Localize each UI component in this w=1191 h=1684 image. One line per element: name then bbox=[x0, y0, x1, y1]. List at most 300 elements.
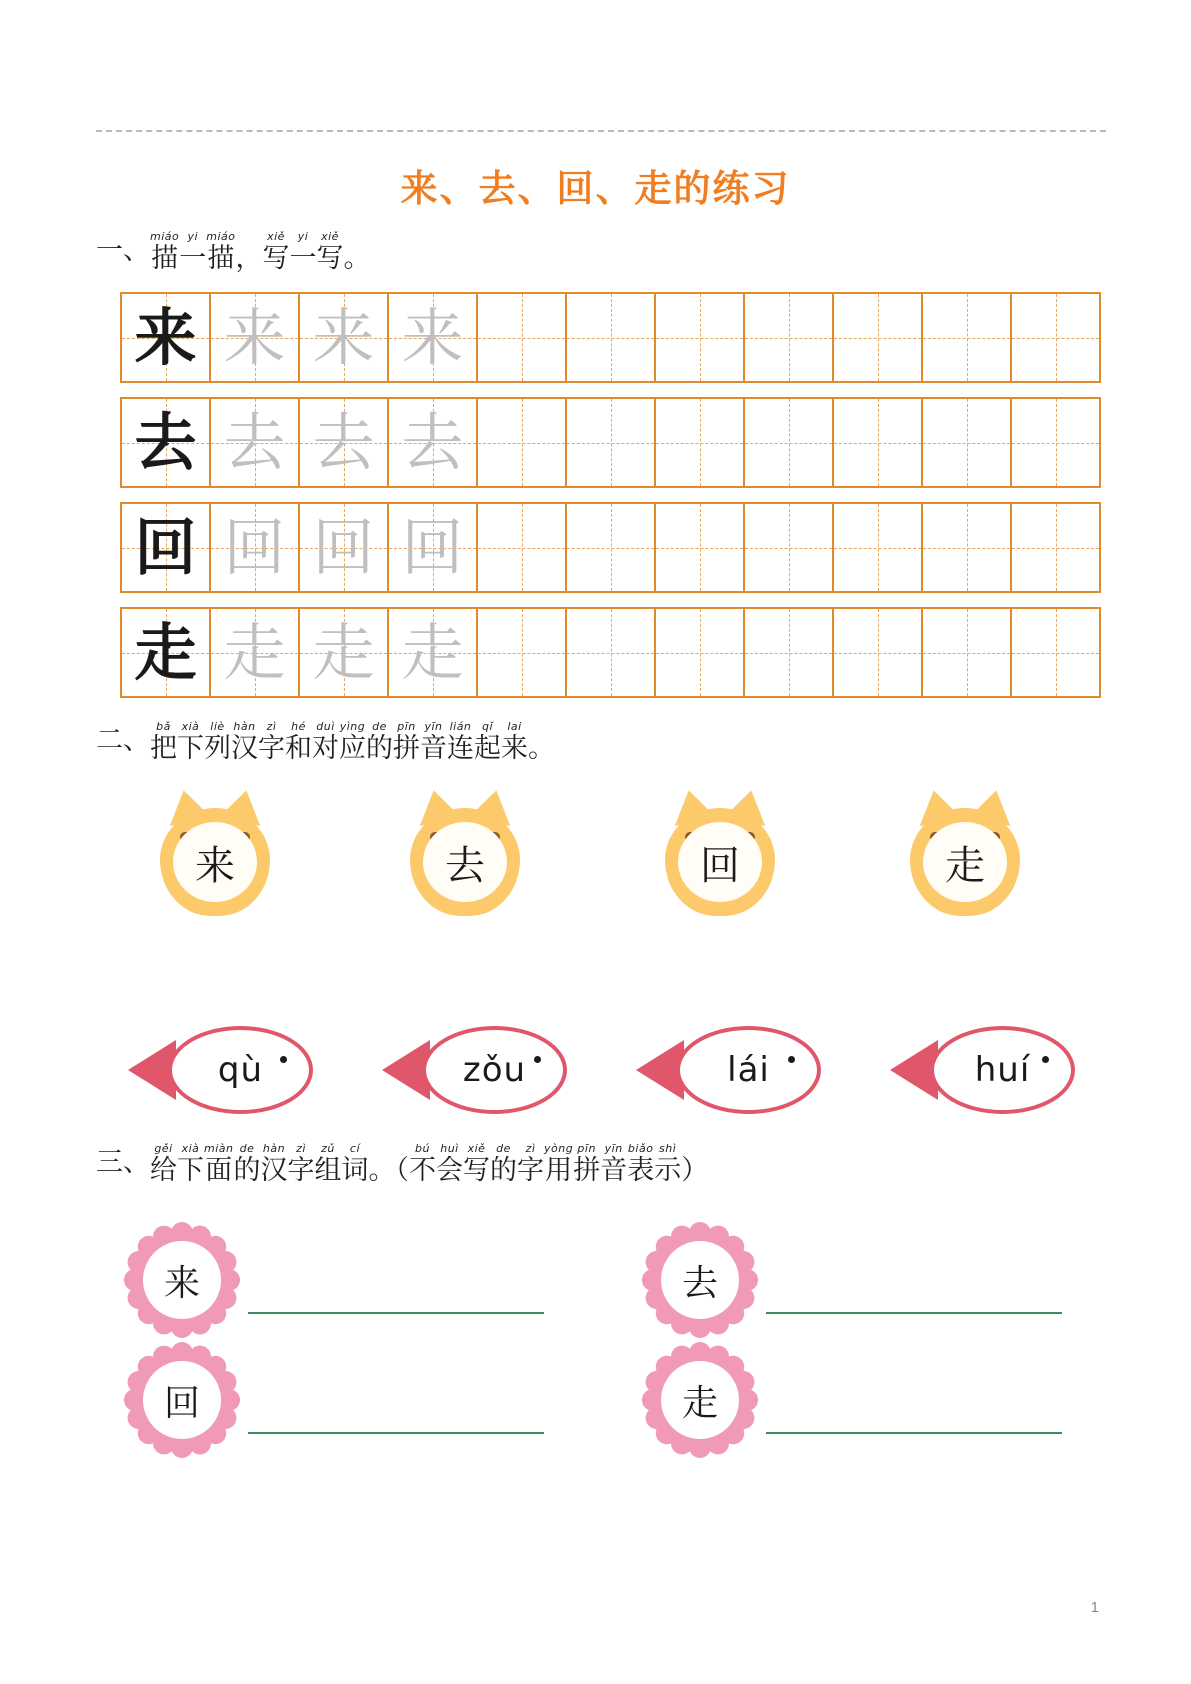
guide-line-horizontal bbox=[478, 338, 565, 339]
cat-face bbox=[923, 822, 1007, 902]
tracing-cell[interactable] bbox=[209, 607, 300, 698]
trace-character: 回 bbox=[223, 510, 286, 584]
card-character: 走 bbox=[945, 842, 985, 889]
guide-line-horizontal bbox=[745, 338, 832, 339]
tracing-cell[interactable] bbox=[565, 397, 656, 488]
section-1-number: 一、 bbox=[96, 235, 150, 266]
trace-character: 来 bbox=[401, 300, 464, 374]
hanzi: 给 bbox=[150, 1155, 177, 1186]
card-character: 来 bbox=[195, 842, 235, 889]
trace-character: 去 bbox=[401, 405, 464, 479]
ruby-xiě bbox=[463, 1143, 490, 1186]
tracing-cell[interactable] bbox=[832, 292, 923, 383]
pinyin: yi bbox=[297, 230, 309, 243]
tracing-cell[interactable] bbox=[743, 292, 834, 383]
guide-line-vertical bbox=[878, 399, 879, 486]
answer-write-line[interactable] bbox=[248, 1312, 544, 1314]
hanzi: 的 bbox=[366, 733, 393, 764]
guide-line-horizontal bbox=[923, 443, 1010, 444]
hanzi: 来 bbox=[501, 733, 528, 764]
cat-face bbox=[173, 822, 257, 902]
hanzi: 应 bbox=[339, 733, 366, 764]
pinyin-card-fish[interactable] bbox=[382, 1022, 567, 1118]
tracing-row bbox=[120, 502, 1101, 593]
guide-line-vertical bbox=[967, 294, 968, 381]
tracing-cell[interactable] bbox=[387, 607, 478, 698]
punctuation: 。 bbox=[528, 733, 555, 764]
hanzi: 下 bbox=[177, 1155, 204, 1186]
hanzi: 的 bbox=[233, 1155, 261, 1186]
guide-line-vertical bbox=[522, 294, 523, 381]
hanzi: 描 bbox=[207, 243, 235, 274]
pinyin: miáo bbox=[150, 230, 180, 243]
guide-line-horizontal bbox=[1012, 443, 1099, 444]
hanzi: 汉 bbox=[231, 733, 258, 764]
tracing-cell[interactable] bbox=[654, 502, 745, 593]
guide-line-horizontal bbox=[834, 653, 921, 654]
ruby-zì bbox=[517, 1143, 544, 1186]
pinyin: zì bbox=[296, 1142, 306, 1155]
guide-line-vertical bbox=[700, 294, 701, 381]
tracing-cell[interactable] bbox=[921, 502, 1012, 593]
pinyin: yīn bbox=[604, 1142, 623, 1155]
guide-line-vertical bbox=[611, 399, 612, 486]
hanzi: 拼 bbox=[393, 733, 420, 764]
guide-line-horizontal bbox=[923, 548, 1010, 549]
ruby-hé bbox=[285, 721, 312, 764]
guide-line-horizontal bbox=[745, 443, 832, 444]
ruby-yìng bbox=[339, 721, 366, 764]
pinyin: bú bbox=[415, 1142, 430, 1155]
pinyin: miáo bbox=[206, 230, 236, 243]
ruby-xie-2 bbox=[317, 231, 344, 274]
guide-line-horizontal bbox=[656, 338, 743, 339]
ruby-zì bbox=[258, 721, 285, 764]
ruby-gěi bbox=[150, 1143, 177, 1186]
ruby-miao-1 bbox=[150, 231, 179, 274]
fish-body bbox=[676, 1026, 821, 1114]
ruby-qǐ bbox=[474, 721, 501, 764]
tracing-cell[interactable] bbox=[120, 502, 211, 593]
matching-pinyin-row bbox=[120, 1022, 1090, 1132]
guide-line-horizontal bbox=[478, 653, 565, 654]
trace-character: 走 bbox=[223, 615, 286, 689]
hanzi: 对 bbox=[312, 733, 339, 764]
fish-eye-icon bbox=[280, 1056, 287, 1063]
tracing-cell[interactable] bbox=[832, 502, 923, 593]
card-pinyin: qù bbox=[217, 1050, 264, 1090]
guide-line-vertical bbox=[700, 609, 701, 696]
hanzi: 的 bbox=[489, 1155, 517, 1186]
hanzi: 和 bbox=[285, 733, 312, 764]
ruby-yòng bbox=[544, 1143, 573, 1186]
word-building-character: 回 bbox=[163, 1382, 200, 1424]
pinyin: hàn bbox=[262, 1142, 286, 1155]
guide-line-horizontal bbox=[478, 443, 565, 444]
guide-line-horizontal bbox=[567, 653, 654, 654]
tracing-cell[interactable] bbox=[1010, 607, 1101, 698]
guide-line-vertical bbox=[522, 504, 523, 591]
trace-character: 去 bbox=[223, 405, 286, 479]
ruby-bú bbox=[409, 1143, 436, 1186]
hanzi: 音 bbox=[600, 1155, 628, 1186]
card-character: 去 bbox=[445, 842, 485, 889]
pinyin: yi bbox=[187, 230, 199, 243]
guide-line-horizontal bbox=[656, 653, 743, 654]
guide-line-vertical bbox=[789, 399, 790, 486]
tracing-cell[interactable] bbox=[298, 292, 389, 383]
guide-line-vertical bbox=[611, 504, 612, 591]
word-building-item bbox=[130, 1348, 600, 1456]
guide-line-vertical bbox=[1056, 399, 1057, 486]
pinyin: hé bbox=[291, 720, 306, 733]
guide-line-vertical bbox=[1056, 504, 1057, 591]
tracing-cell[interactable] bbox=[298, 607, 389, 698]
pinyin-card-fish[interactable] bbox=[636, 1022, 821, 1118]
fish-eye-icon bbox=[534, 1056, 541, 1063]
guide-line-vertical bbox=[522, 399, 523, 486]
pinyin: huì bbox=[440, 1142, 459, 1155]
ruby-yi-2 bbox=[290, 231, 317, 274]
pinyin: cí bbox=[349, 1142, 361, 1155]
pinyin: xià bbox=[181, 720, 200, 733]
ruby-huì bbox=[436, 1143, 463, 1186]
fish-body bbox=[422, 1026, 567, 1114]
pinyin: xiě bbox=[467, 1142, 486, 1155]
section-3-heading-line bbox=[96, 1140, 1106, 1186]
hanzi: 表 bbox=[627, 1155, 655, 1186]
pinyin: zì bbox=[266, 720, 277, 733]
tracing-row bbox=[120, 607, 1101, 698]
tracing-cell[interactable] bbox=[120, 292, 211, 383]
ruby-pīn bbox=[393, 721, 420, 764]
section-number: 二、 bbox=[96, 725, 150, 756]
cat-face bbox=[678, 822, 762, 902]
pinyin: xiě bbox=[267, 230, 285, 243]
section-2-heading bbox=[96, 718, 1106, 764]
flower-badge bbox=[130, 1228, 234, 1332]
flower-inner bbox=[661, 1241, 739, 1319]
answer-write-line[interactable] bbox=[766, 1312, 1062, 1314]
tracing-cell[interactable] bbox=[832, 607, 923, 698]
ruby-cí bbox=[341, 1143, 368, 1186]
pinyin: yòng bbox=[543, 1142, 574, 1155]
pinyin: xià bbox=[181, 1142, 200, 1155]
trace-character: 来 bbox=[223, 300, 286, 374]
tracing-cell[interactable] bbox=[565, 607, 656, 698]
answer-write-line[interactable] bbox=[248, 1432, 544, 1434]
guide-line-horizontal bbox=[923, 338, 1010, 339]
tracing-cell[interactable] bbox=[298, 502, 389, 593]
ruby-duì bbox=[312, 721, 339, 764]
trace-character: 回 bbox=[312, 510, 375, 584]
pinyin: pīn bbox=[397, 720, 416, 733]
tracing-row bbox=[120, 397, 1101, 488]
pinyin: hàn bbox=[233, 720, 256, 733]
tracing-cell[interactable] bbox=[743, 502, 834, 593]
guide-line-vertical bbox=[878, 504, 879, 591]
hanzi: 写 bbox=[462, 1155, 490, 1186]
ruby-de bbox=[233, 1143, 260, 1186]
pinyin: de bbox=[496, 1142, 511, 1155]
hanzi: 描 bbox=[151, 243, 179, 274]
guide-line-horizontal bbox=[923, 653, 1010, 654]
pinyin: liè bbox=[210, 720, 225, 733]
tracing-cell[interactable] bbox=[1010, 502, 1101, 593]
word-building-character: 去 bbox=[681, 1262, 718, 1304]
pinyin: yìng bbox=[339, 720, 366, 733]
flower-badge bbox=[648, 1348, 752, 1452]
pinyin: zǔ bbox=[321, 1142, 335, 1155]
pinyin: de bbox=[239, 1142, 255, 1155]
guide-line-vertical bbox=[967, 399, 968, 486]
ruby-lián bbox=[447, 721, 474, 764]
word-building-character: 走 bbox=[681, 1382, 718, 1424]
guide-line-horizontal bbox=[1012, 548, 1099, 549]
card-pinyin: zǒu bbox=[462, 1050, 527, 1090]
tracing-row bbox=[120, 292, 1101, 383]
tracing-grid bbox=[120, 292, 1101, 712]
tracing-cell[interactable] bbox=[209, 292, 300, 383]
section-1-heading bbox=[96, 228, 1106, 274]
pinyin: xiě bbox=[321, 230, 339, 243]
word-building-item bbox=[130, 1228, 600, 1336]
hanzi: 用 bbox=[545, 1155, 573, 1186]
punctuation: 。（ bbox=[368, 1155, 409, 1186]
ruby-miàn bbox=[204, 1143, 233, 1186]
guide-line-vertical bbox=[789, 294, 790, 381]
ruby-yīn bbox=[600, 1143, 627, 1186]
tracing-cell[interactable] bbox=[921, 607, 1012, 698]
tracing-cell[interactable] bbox=[476, 292, 567, 383]
guide-line-horizontal bbox=[656, 548, 743, 549]
tracing-cell[interactable] bbox=[120, 397, 211, 488]
hanzi: 列 bbox=[204, 733, 231, 764]
flower-badge bbox=[648, 1228, 752, 1332]
trace-character: 回 bbox=[401, 510, 464, 584]
tracing-cell[interactable] bbox=[387, 502, 478, 593]
section-2-heading-line bbox=[96, 718, 1106, 764]
tracing-cell[interactable] bbox=[743, 607, 834, 698]
tracing-cell[interactable] bbox=[476, 502, 567, 593]
hanzi: 写 bbox=[262, 243, 290, 274]
character-card-cat[interactable] bbox=[160, 790, 270, 918]
hanzi: 下 bbox=[177, 733, 204, 764]
fish-eye-icon bbox=[788, 1056, 795, 1063]
hanzi: 把 bbox=[150, 733, 177, 764]
tracing-cell[interactable] bbox=[1010, 292, 1101, 383]
page-number: 1 bbox=[1090, 1599, 1099, 1616]
ruby-hàn bbox=[260, 1143, 287, 1186]
flower-inner bbox=[143, 1361, 221, 1439]
hanzi: 拼 bbox=[573, 1155, 601, 1186]
guide-line-vertical bbox=[522, 609, 523, 696]
guide-line-horizontal bbox=[745, 653, 832, 654]
guide-line-vertical bbox=[611, 294, 612, 381]
hanzi: 连 bbox=[447, 733, 474, 764]
tracing-cell[interactable] bbox=[476, 607, 567, 698]
hanzi: 字 bbox=[287, 1155, 315, 1186]
guide-line-vertical bbox=[1056, 609, 1057, 696]
ruby-zǔ bbox=[314, 1143, 341, 1186]
page-title: 来、去、回、走的练习 bbox=[400, 167, 791, 210]
ruby-biǎo bbox=[627, 1143, 654, 1186]
section-number: 三、 bbox=[96, 1147, 150, 1178]
tracing-cell[interactable] bbox=[832, 397, 923, 488]
hanzi: 组 bbox=[314, 1155, 342, 1186]
flower-inner bbox=[143, 1241, 221, 1319]
tracing-cell[interactable] bbox=[476, 397, 567, 488]
guide-line-vertical bbox=[789, 609, 790, 696]
tracing-cell[interactable] bbox=[387, 292, 478, 383]
hanzi: 会 bbox=[435, 1155, 463, 1186]
tracing-cell[interactable] bbox=[209, 502, 300, 593]
hanzi: 面 bbox=[205, 1155, 233, 1186]
ruby-shì bbox=[654, 1143, 681, 1186]
pinyin-card-fish[interactable] bbox=[890, 1022, 1075, 1118]
guide-line-vertical bbox=[967, 609, 968, 696]
flower-inner bbox=[661, 1361, 739, 1439]
ruby-de bbox=[490, 1143, 517, 1186]
tracing-cell[interactable] bbox=[298, 397, 389, 488]
guide-line-vertical bbox=[789, 504, 790, 591]
pinyin: biǎo bbox=[627, 1142, 654, 1155]
guide-line-horizontal bbox=[567, 548, 654, 549]
tracing-cell[interactable] bbox=[565, 292, 656, 383]
pinyin: qǐ bbox=[481, 720, 494, 733]
tracing-cell[interactable] bbox=[921, 397, 1012, 488]
tracing-cell[interactable] bbox=[209, 397, 300, 488]
model-character: 去 bbox=[134, 405, 197, 479]
tracing-cell[interactable] bbox=[565, 502, 656, 593]
guide-line-vertical bbox=[878, 609, 879, 696]
ruby-zì bbox=[287, 1143, 314, 1186]
tracing-cell[interactable] bbox=[1010, 397, 1101, 488]
card-pinyin: huí bbox=[974, 1050, 1031, 1090]
answer-write-line[interactable] bbox=[766, 1432, 1062, 1434]
ruby-pīn bbox=[573, 1143, 600, 1186]
character-card-cat[interactable] bbox=[910, 790, 1020, 918]
card-character: 回 bbox=[700, 842, 740, 889]
hanzi: 示 bbox=[654, 1155, 682, 1186]
fish-body bbox=[168, 1026, 313, 1114]
character-card-cat[interactable] bbox=[665, 790, 775, 918]
cat-face bbox=[423, 822, 507, 902]
guide-line-horizontal bbox=[834, 338, 921, 339]
tracing-cell[interactable] bbox=[654, 397, 745, 488]
matching-characters-row bbox=[120, 790, 1090, 930]
ruby-liè bbox=[204, 721, 231, 764]
guide-line-horizontal bbox=[834, 443, 921, 444]
section-1-heading-line bbox=[96, 228, 1106, 274]
ruby-xià bbox=[177, 721, 204, 764]
guide-line-horizontal bbox=[567, 443, 654, 444]
section-3-heading bbox=[96, 1140, 1106, 1186]
pinyin: duì bbox=[316, 720, 335, 733]
model-character: 来 bbox=[134, 300, 197, 374]
pinyin: shì bbox=[659, 1142, 677, 1155]
guide-line-horizontal bbox=[567, 338, 654, 339]
guide-line-vertical bbox=[878, 294, 879, 381]
trace-character: 走 bbox=[401, 615, 464, 689]
trace-character: 来 bbox=[312, 300, 375, 374]
word-building-item bbox=[648, 1228, 1118, 1336]
pinyin: lián bbox=[449, 720, 472, 733]
hanzi: 不 bbox=[408, 1155, 436, 1186]
guide-line-vertical bbox=[700, 399, 701, 486]
tracing-cell[interactable] bbox=[120, 607, 211, 698]
pinyin-card-fish[interactable] bbox=[128, 1022, 313, 1118]
hanzi: 一 bbox=[289, 243, 317, 274]
card-pinyin: lái bbox=[727, 1050, 770, 1090]
fish-eye-icon bbox=[1042, 1056, 1049, 1063]
pinyin: lai bbox=[507, 720, 522, 733]
guide-line-horizontal bbox=[1012, 338, 1099, 339]
guide-line-horizontal bbox=[1012, 653, 1099, 654]
pinyin: gěi bbox=[154, 1142, 173, 1155]
tracing-cell[interactable] bbox=[921, 292, 1012, 383]
tracing-cell[interactable] bbox=[387, 397, 478, 488]
punctuation: ） bbox=[681, 1155, 709, 1186]
hanzi: 字 bbox=[258, 733, 285, 764]
trace-character: 去 bbox=[312, 405, 375, 479]
model-character: 回 bbox=[134, 510, 197, 584]
pinyin: de bbox=[372, 720, 387, 733]
hanzi: 一 bbox=[179, 243, 207, 274]
hanzi: 起 bbox=[474, 733, 501, 764]
pinyin: pīn bbox=[577, 1142, 596, 1155]
tracing-cell[interactable] bbox=[743, 397, 834, 488]
character-card-cat[interactable] bbox=[410, 790, 520, 918]
ruby-xià bbox=[177, 1143, 204, 1186]
guide-line-horizontal bbox=[745, 548, 832, 549]
hanzi: 字 bbox=[516, 1155, 544, 1186]
guide-line-vertical bbox=[700, 504, 701, 591]
flower-badge bbox=[130, 1348, 234, 1452]
hanzi: 词 bbox=[341, 1155, 369, 1186]
ruby-miao-2 bbox=[206, 231, 235, 274]
guide-line-vertical bbox=[967, 504, 968, 591]
guide-line-vertical bbox=[611, 609, 612, 696]
hanzi: 汉 bbox=[260, 1155, 288, 1186]
pinyin: zì bbox=[525, 1142, 536, 1155]
guide-line-horizontal bbox=[834, 548, 921, 549]
hanzi: 写 bbox=[316, 243, 344, 274]
tracing-cell[interactable] bbox=[654, 292, 745, 383]
model-character: 走 bbox=[134, 615, 197, 689]
ruby-hàn bbox=[231, 721, 258, 764]
comma-1: ， bbox=[235, 243, 263, 274]
period-1: 。 bbox=[343, 243, 371, 274]
top-dashed-rule bbox=[96, 130, 1106, 132]
guide-line-vertical bbox=[1056, 294, 1057, 381]
word-building-item bbox=[648, 1348, 1118, 1456]
guide-line-horizontal bbox=[656, 443, 743, 444]
pinyin: miàn bbox=[204, 1142, 234, 1155]
pinyin: yīn bbox=[424, 720, 443, 733]
ruby-xie-1 bbox=[263, 231, 290, 274]
tracing-cell[interactable] bbox=[654, 607, 745, 698]
guide-line-horizontal bbox=[478, 548, 565, 549]
hanzi: 音 bbox=[420, 733, 447, 764]
ruby-lai bbox=[501, 721, 528, 764]
ruby-yi-1 bbox=[179, 231, 206, 274]
fish-body bbox=[930, 1026, 1075, 1114]
ruby-bǎ bbox=[150, 721, 177, 764]
ruby-yīn bbox=[420, 721, 447, 764]
word-building-character: 来 bbox=[163, 1262, 200, 1304]
ruby-de bbox=[366, 721, 393, 764]
